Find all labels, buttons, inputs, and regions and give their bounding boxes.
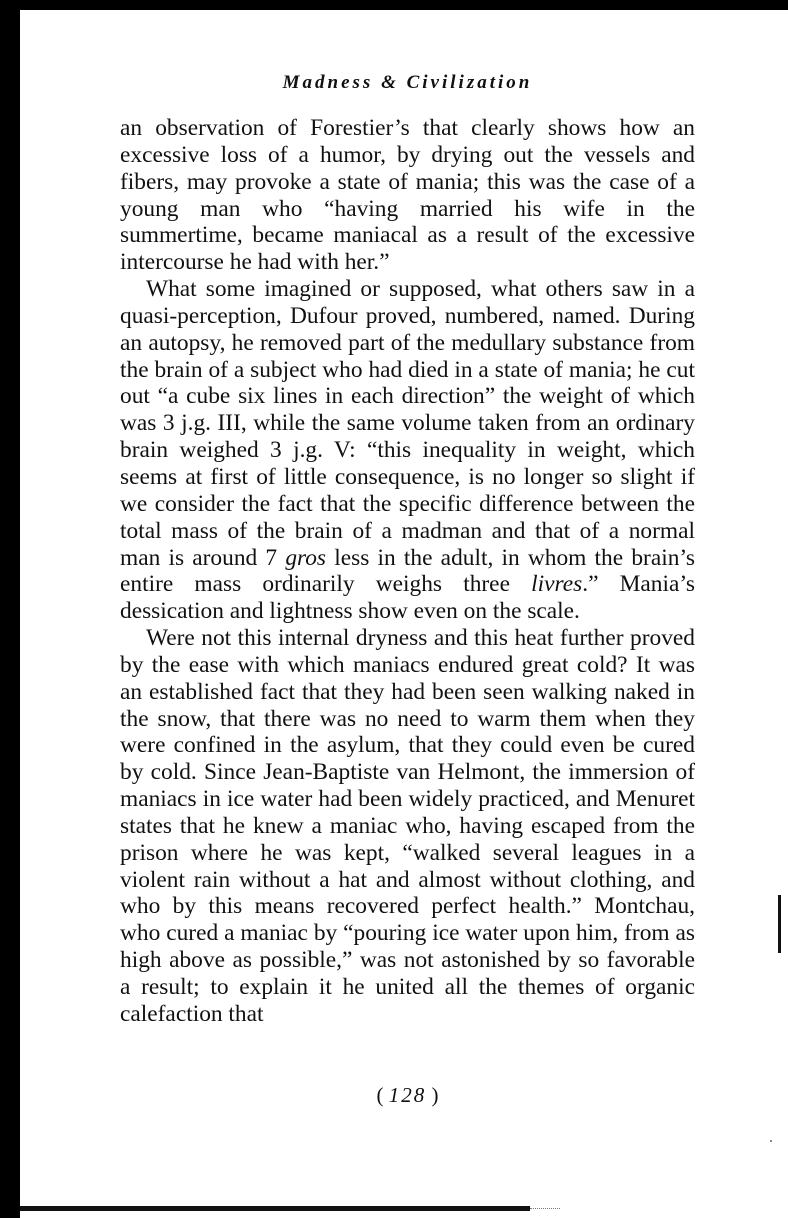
text-run: What some imagined or supposed, what others saw in a quasi-perception, Dufour proved, numbered, named. During an autopsy, he removed part of the medullary substance from the brain of a subject who had died in a state of mania; he cut out “a cube six lines in each direction” the weight of which was 3 j.g. III, while the same volume taken from an ordinary brain weighed 3 j.g. V: “this inequality in weight, which seems at first of little consequence, is no longer so slight if we consider the fact that the specific difference between the total mass of the brain of a madman and that of a normal man is around 7: [120, 276, 695, 571]
running-head: Madness & Civilization: [282, 72, 533, 93]
page-number-open-paren: (: [376, 1083, 384, 1107]
page-number: [120, 1083, 695, 1108]
page-number-close-paren: ): [431, 1083, 439, 1107]
text-run: .” Mania’s dessication and lightness show even on the scale.: [120, 571, 695, 625]
scan-edge-left: [0, 0, 20, 1218]
margin-mark: [778, 895, 781, 953]
scan-speck: [770, 1140, 772, 1142]
scan-edge-bottom-dots: [530, 1208, 560, 1210]
paragraph: [120, 625, 695, 1028]
paragraph: [120, 115, 695, 276]
paragraph: [120, 276, 695, 625]
italic-term: gros: [285, 544, 327, 571]
italic-term: livres: [531, 571, 583, 598]
text-run: less in the adult, in whom the brain’s entire mass ordinarily weighs three: [120, 544, 695, 598]
text-run: an observation of Forestier’s that clearly shows how an excessive loss of a humor, by drying out the vessels and fibers, may provoke a state of mania; this was the case of a young man who “having married his wife in the summertime, became maniacal as a result of the excessive intercourse he had with her.”: [120, 115, 695, 276]
scan-edge-bottom: [20, 1206, 530, 1211]
body-text: [120, 115, 695, 1028]
page-number-value: 128: [388, 1083, 427, 1107]
text-run: Were not this internal dryness and this heat further proved by the ease with which maniacs endured great cold? It was an established fact that they had been seen walking naked in the snow, that there was no need to warm them when they were confined in the asylum, that they could even be cured by cold. Since Jean-Baptiste van Helmont, the immersion of maniacs in ice water had been widely practiced, and Menuret states that he knew a maniac who, having escaped from the prison where he was kept, “walked several leagues in a violent rain without a hat and almost without clothing, and who by this means recovered perfect health.” Montchau, who cured a maniac by “pouring ice water upon him, from as high above as possible,” was not astonished by so favorable a result; to explain it he united all the themes of organic calefaction that: [120, 625, 695, 1027]
scan-edge-top: [0, 0, 788, 10]
